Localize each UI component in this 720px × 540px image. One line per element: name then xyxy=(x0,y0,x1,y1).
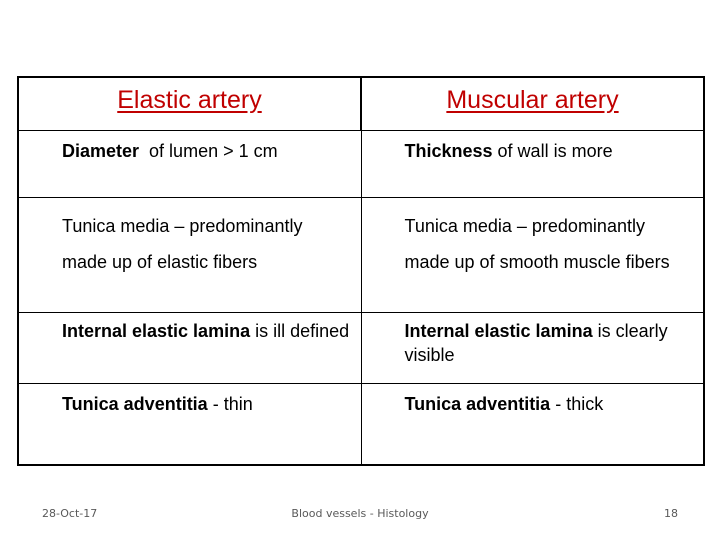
footer-title: Blood vessels - Histology xyxy=(291,507,429,520)
cell-muscular-internal-lamina: Internal elastic lamina is clearly visible xyxy=(361,312,704,383)
table-row xyxy=(18,130,704,197)
cell-elastic-internal-lamina: Internal elastic lamina is ill defined xyxy=(18,312,361,383)
comparison-table xyxy=(17,76,705,466)
table-row xyxy=(18,197,704,312)
header-muscular-artery: Muscular artery xyxy=(361,77,704,130)
table-row xyxy=(18,312,704,383)
cell-muscular-adventitia: Tunica adventitia - thick xyxy=(361,383,704,465)
header-elastic-artery: Elastic artery xyxy=(18,77,361,130)
cell-muscular-thickness: Thickness of wall is more xyxy=(361,130,704,197)
cell-elastic-diameter: Diameter of lumen > 1 cm xyxy=(18,130,361,197)
table-row xyxy=(18,383,704,465)
cell-elastic-tunica-media: Tunica media – predominantly made up of elastic fibers xyxy=(18,197,361,312)
slide-number: 18 xyxy=(664,507,678,520)
cell-muscular-tunica-media: Tunica media – predominantly made up of smooth muscle fibers xyxy=(361,197,704,312)
table-header-row xyxy=(18,77,704,130)
cell-elastic-adventitia: Tunica adventitia - thin xyxy=(18,383,361,465)
footer-date: 28-Oct-17 xyxy=(42,507,98,520)
